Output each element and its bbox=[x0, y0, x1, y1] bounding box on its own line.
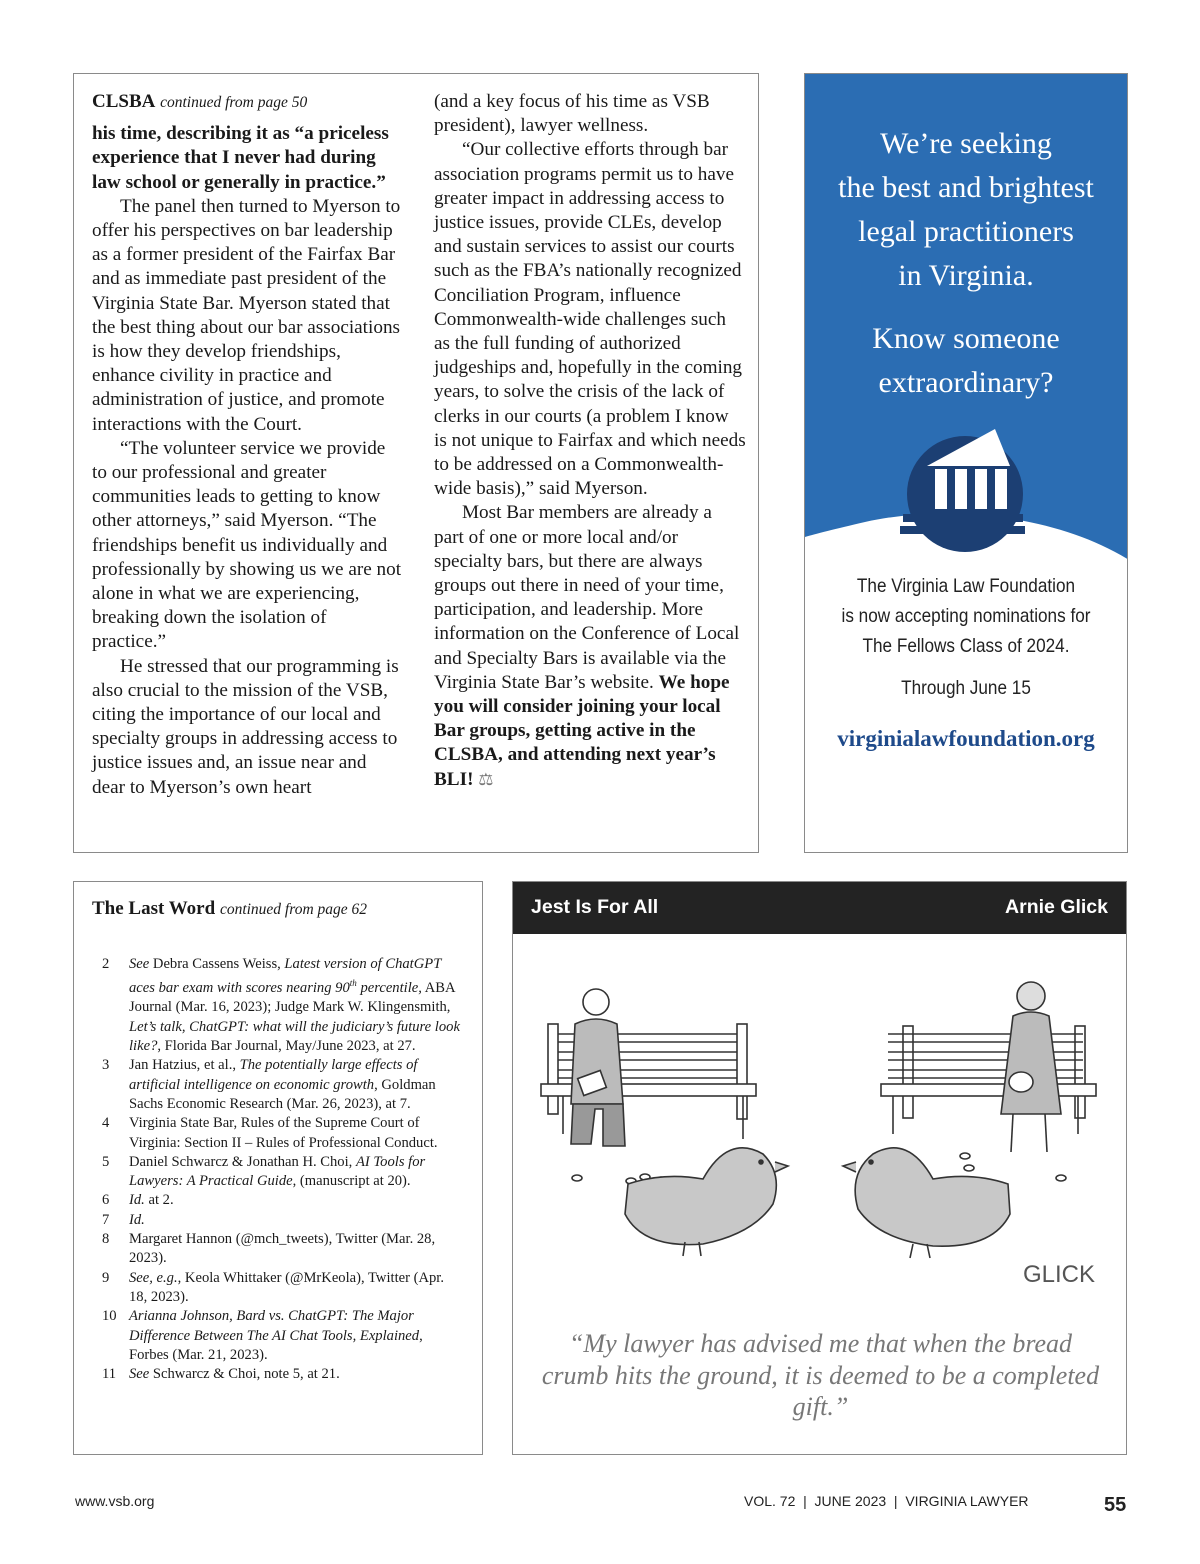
endnote-text: Virginia State Bar, Rules of the Supreme Court of Virginia: Section II – Rules of Professional Conduct. bbox=[129, 1115, 438, 1151]
endnote-item bbox=[102, 1056, 462, 1114]
endnote-text: , Forbes (Mar. 21, 2023). bbox=[129, 1327, 423, 1363]
last-word-continued: continued from page 62 bbox=[219, 901, 368, 918]
endnote-text: Let’s talk, ChatGPT: what will the judiciary’s future look like? bbox=[129, 1018, 460, 1055]
endnote-number: 9 bbox=[102, 1269, 110, 1286]
endnote-item bbox=[102, 1269, 462, 1308]
clsba-paragraph: The panel then turned to Myerson to offer his perspectives on bar leadership as a former president of the Fairfax Bar and as immediate past president of the Virginia State Bar. Myerson stated that the best thing about our bar associations is how they develop friendships, enhance civility in practice and administration of justice, and promote interactions with the Court. bbox=[92, 195, 401, 435]
endnote-text: ABA Journal (Mar. 16, 2023); Judge Mark W. Klingensmith, bbox=[129, 980, 455, 1016]
endnote-number: 5 bbox=[102, 1153, 110, 1170]
endnote-number: 6 bbox=[102, 1192, 110, 1209]
endnote-number: 11 bbox=[102, 1366, 117, 1383]
endnote-text: Id. bbox=[129, 1211, 145, 1228]
endnote-list bbox=[102, 955, 462, 1384]
endnote-item bbox=[102, 1114, 462, 1153]
clsba-continued: continued from page 50 bbox=[160, 94, 308, 111]
clsba-column-1 bbox=[92, 90, 404, 800]
endnote-item bbox=[102, 1191, 462, 1210]
ad-info: The Virginia Law Foundation is now accepting nominations for The Fellows Class of 2024. bbox=[841, 575, 1091, 657]
endnote-item bbox=[102, 1211, 462, 1230]
endnote-text: at 2. bbox=[144, 1192, 174, 1209]
endnote-text: Jan Hatzius, et al., bbox=[129, 1057, 240, 1074]
clsba-paragraph: (and a key focus of his time as VSB president), lawyer wellness. bbox=[434, 91, 710, 137]
virginia-law-foundation-ad bbox=[804, 73, 1128, 853]
scales-icon: ⚖ bbox=[478, 769, 494, 789]
clsba-heading bbox=[92, 90, 404, 115]
endnote-text: Margaret Hannon (@mch_tweets), Twitter (Mar. 28, 2023). bbox=[129, 1231, 436, 1267]
endnote-number: 8 bbox=[102, 1231, 110, 1248]
endnote-item bbox=[102, 1365, 462, 1384]
old-woman-figure bbox=[1001, 982, 1061, 1152]
clsba-title: CLSBA bbox=[92, 91, 156, 112]
clsba-paragraph: “The volunteer service we provide to our professional and greater communities leads to getting to know other attorneys,” said Myerson. “The friendships benefit us individually and professionally by showing us we are not alone in what we are experiencing, breaking down the isolation of practice.” bbox=[92, 437, 402, 653]
last-word-heading bbox=[92, 898, 367, 920]
cartoon-caption: “My lawyer has advised me that when the bread crumb hits the ground, it is deemed to be a completed gift.” bbox=[541, 1329, 1100, 1421]
endnote-text: , Florida Bar Journal, May/June 2023, at 27. bbox=[157, 1038, 416, 1055]
clsba-column-2 bbox=[434, 90, 746, 792]
endnote-text: Debra Cassens Weiss, bbox=[149, 956, 285, 972]
endnote-text: Schwarcz & Choi, note 5, at 21. bbox=[149, 1366, 340, 1383]
clsba-closing-bold: We hope you will consider joining your local Bar groups, getting active in the CLSBA, and attending next year’s BLI! bbox=[434, 671, 730, 790]
endnote-text: Arianna Johnson, Bard vs. ChatGPT: The Major Difference Between The AI Chat Tools, Explained bbox=[129, 1308, 420, 1344]
old-man-figure bbox=[571, 989, 625, 1146]
endnote-text: Id. bbox=[129, 1192, 145, 1209]
cartoon-panel bbox=[512, 881, 1127, 1455]
endnote-text: , Keola Whittaker (@MrKeola), Twitter (Apr. 18, 2023). bbox=[129, 1269, 445, 1305]
clsba-paragraph: Most Bar members are already a part of one or more local and/or specialty bars, but there are always groups out there in need of your time, participation, and leadership. More information on the Conference of Local and Specialty Bars is available via the Virginia State Bar’s website. We hope you will consider joining your local Bar groups, getting active in the CLSBA, and attending next year’s BLI! ⚖ bbox=[434, 502, 740, 790]
last-word-title: The Last Word bbox=[92, 898, 216, 919]
endnote-text: The potentially large effects of artificial intelligence on economic growth bbox=[129, 1057, 418, 1093]
endnote-number: 3 bbox=[102, 1057, 110, 1074]
right-bench bbox=[881, 1026, 1096, 1134]
endnote-number: 10 bbox=[102, 1308, 117, 1325]
clsba-paragraph: his time, describing it as “a priceless experience that I never had during law school or generally in practice.” bbox=[92, 123, 389, 193]
endnote-item bbox=[102, 955, 462, 1056]
last-word-endnotes bbox=[73, 881, 483, 1455]
endnote-text: AI Tools for Lawyers: A Practical Guide bbox=[129, 1153, 426, 1190]
endnote-text: See bbox=[129, 1366, 150, 1383]
right-bird bbox=[843, 1148, 1010, 1258]
footer-website[interactable]: www.vsb.org bbox=[75, 1493, 155, 1509]
page-number: 55 bbox=[1104, 1494, 1127, 1516]
endnote-number: 2 bbox=[102, 956, 110, 972]
ad-headline: We’re seeking the best and brightest legal practitioners in Virginia. bbox=[838, 127, 1094, 292]
endnote-text: See, e.g. bbox=[129, 1269, 178, 1286]
endnote-item bbox=[102, 1307, 462, 1365]
endnote-text: Daniel Schwarcz & Jonathan H. Choi, bbox=[129, 1153, 356, 1170]
ad-question: Know someone extraordinary? bbox=[872, 322, 1060, 399]
endnote-text: , Goldman Sachs Economic Research (Mar. 26, 2023), at 7. bbox=[129, 1076, 436, 1112]
endnote-text: percentile, bbox=[356, 980, 422, 997]
clsba-paragraph: He stressed that our programming is also crucial to the mission of the VSB, citing the importance of our local and specialty groups in addressing access to justice issues and, an issue near and dear to Myerson’s own heart bbox=[92, 655, 399, 798]
endnote-item bbox=[102, 1153, 462, 1192]
cartoon-illustration bbox=[513, 934, 1126, 1324]
left-bird bbox=[625, 1148, 788, 1256]
clsba-paragraph: “Our collective efforts through bar association programs permit us to have greater impact in addressing access to justice issues, provide CLEs, develop and sustain services to assist our courts such as the FBA’s nationally recognized Conciliation Program, influence Commonwealth-wide challenges such as the full funding of authorized judgeships and, hopefully in the coming years, to solve the crisis of the lack of clerks in our courts (a problem I know is not unique to Fairfax and which needs to be addressed on a Commonwealth-wide basis),” said Myerson. bbox=[434, 139, 746, 500]
cartoon-author: Arnie Glick bbox=[1005, 896, 1108, 918]
endnote-text: Latest version of ChatGPT aces bar exam with scores nearing 90 bbox=[129, 956, 442, 997]
cartoon-signature: GLICK bbox=[1023, 1261, 1096, 1288]
clsba-article bbox=[73, 73, 759, 853]
ad-website-link[interactable]: virginialawfoundation.org bbox=[837, 726, 1095, 751]
endnote-number: 4 bbox=[102, 1115, 110, 1132]
endnote-text: th bbox=[349, 978, 357, 989]
footer-issue: VOL. 72 | JUNE 2023 | VIRGINIA LAWYER bbox=[744, 1493, 1029, 1509]
cartoon-header bbox=[513, 882, 1126, 934]
cartoon-title: Jest Is For All bbox=[531, 896, 659, 918]
endnote-text: , (manuscript at 20). bbox=[292, 1173, 411, 1190]
endnote-item bbox=[102, 1230, 462, 1269]
endnote-number: 7 bbox=[102, 1211, 110, 1228]
endnote-text: See bbox=[129, 956, 150, 972]
ad-deadline: Through June 15 bbox=[901, 677, 1031, 699]
